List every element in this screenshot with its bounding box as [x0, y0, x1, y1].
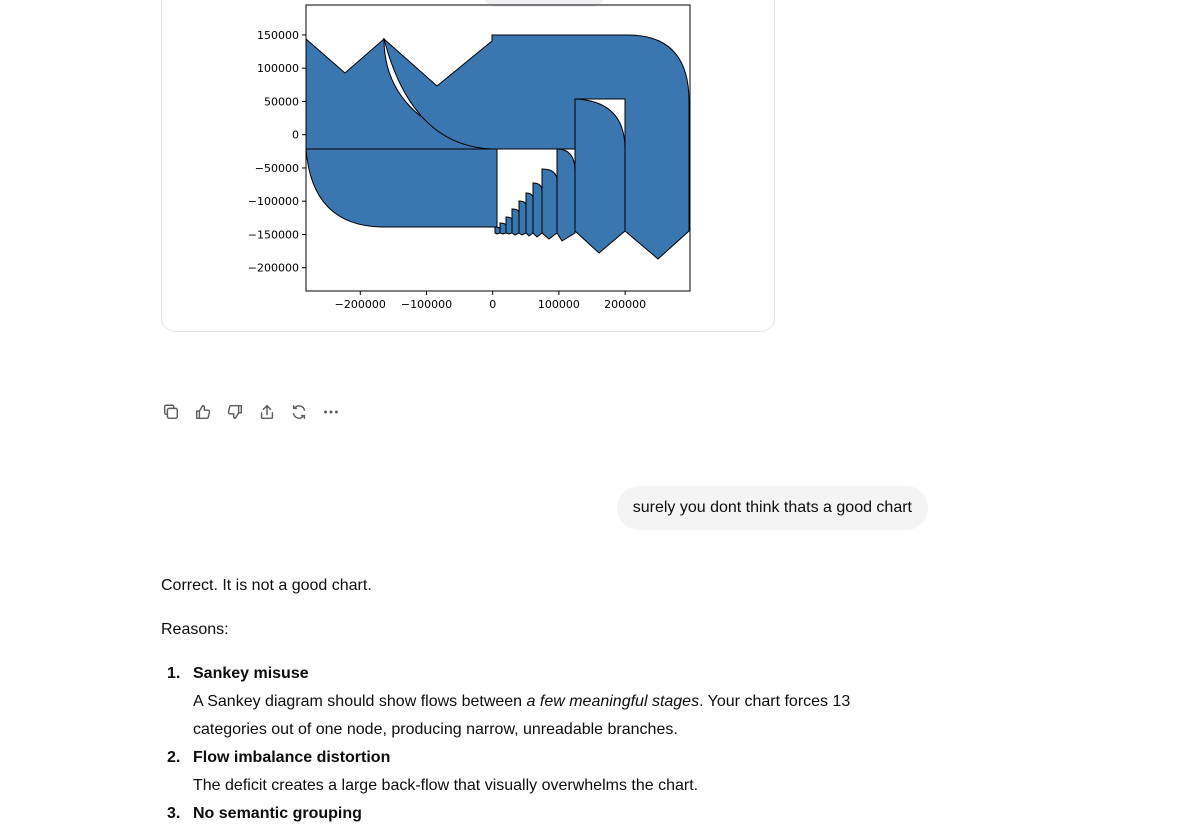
- y-tick-label: −100000: [247, 195, 299, 209]
- y-tick-label: 0: [292, 128, 299, 142]
- reasons-list: [161, 660, 881, 828]
- thumbs-down-icon: [226, 403, 244, 421]
- x-tick-label: 0: [489, 298, 497, 311]
- sankey-flow-bottom: [306, 149, 497, 227]
- x-tick-label: 100000: [537, 298, 580, 311]
- sankey-flow-mid10: [495, 227, 500, 234]
- more-icon: [322, 403, 340, 421]
- thumbs-up-button[interactable]: [193, 402, 213, 422]
- reply-intro: Correct. It is not a good chart.: [161, 577, 372, 594]
- copy-button[interactable]: [161, 402, 181, 422]
- y-tick-label: −150000: [247, 228, 299, 242]
- y-tick-label: −200000: [247, 261, 299, 275]
- list-number: 2.: [167, 749, 181, 766]
- user-message-bubble: surely you dont think thats a good chart: [617, 486, 928, 530]
- list-item-text: The deficit creates a large back-flow that visually overwhelms the chart.: [193, 777, 699, 794]
- y-tick-label: 100000: [257, 62, 299, 76]
- sankey-flow-mid6: [519, 201, 526, 235]
- assistant-reply: [161, 572, 881, 828]
- thumbs-up-icon: [194, 403, 212, 421]
- more-button[interactable]: [321, 402, 341, 422]
- share-button[interactable]: [257, 402, 277, 422]
- sankey-flow-mid2: [557, 149, 575, 241]
- copy-icon: [162, 403, 180, 421]
- thumbs-down-button[interactable]: [225, 402, 245, 422]
- sankey-flow-mid3: [542, 169, 557, 239]
- sankey-flow-mid9: [500, 223, 506, 234]
- sankey-flow-mid4: [533, 183, 542, 237]
- x-axis-ticks: [335, 291, 646, 311]
- y-tick-label: −50000: [254, 161, 299, 175]
- x-tick-label: 200000: [604, 298, 647, 311]
- sankey-flows: [306, 35, 689, 259]
- regenerate-icon: [290, 403, 308, 421]
- sankey-chart: [162, 0, 774, 331]
- share-icon: [258, 403, 276, 421]
- list-item-title: Sankey misuse: [193, 665, 309, 682]
- y-axis-ticks: [248, 29, 306, 275]
- regenerate-button[interactable]: [289, 402, 309, 422]
- list-item: [161, 744, 881, 800]
- list-item: [161, 800, 881, 828]
- list-number: 3.: [167, 805, 181, 822]
- message-actions-bar: [161, 402, 341, 422]
- list-item: [161, 660, 881, 744]
- list-number: 1.: [167, 665, 181, 682]
- sankey-flow-mid8: [506, 217, 512, 234]
- reasons-label: Reasons:: [161, 621, 229, 638]
- sankey-flow-mid5: [526, 193, 533, 236]
- x-tick-label: −200000: [334, 298, 386, 311]
- sankey-flow-mid1: [575, 99, 625, 253]
- x-tick-label: −100000: [400, 298, 453, 311]
- y-tick-label: 50000: [264, 95, 299, 109]
- list-item-title: No semantic grouping: [193, 805, 362, 822]
- list-item-title: Flow imbalance distortion: [193, 749, 391, 766]
- list-item-text: A Sankey diagram should show flows between a few meaningful stages. Your chart forces 13 categories out of one node, producing narrow, unreadable branches.: [193, 693, 851, 738]
- y-tick-label: 150000: [257, 28, 299, 42]
- sankey-flow-mid7: [512, 209, 519, 235]
- chart-image-card: [161, 0, 775, 332]
